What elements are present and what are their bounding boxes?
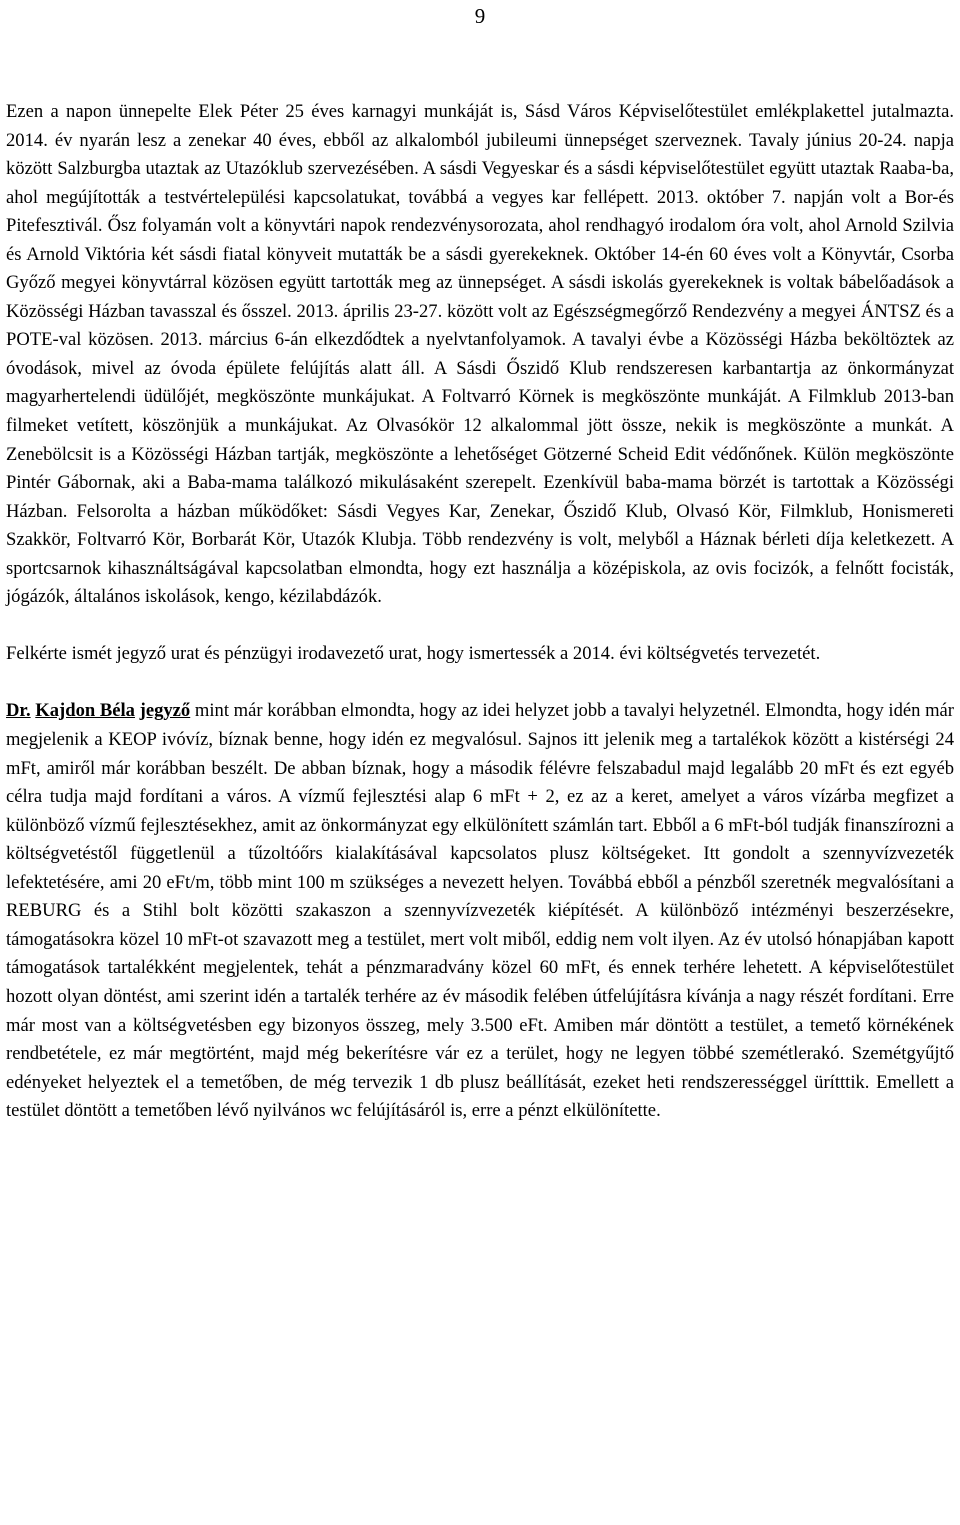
paragraph-notary-budget	[6, 697, 954, 1125]
speaker-title: Dr.	[6, 700, 31, 722]
paragraph-notary-text: mint már korábban elmondta, hogy az idei helyzet jobb a tavalyi helyzetnél. Elmondta, hogy idén már megjelenik a KEOP ivóvíz, bíznak benne, hogy idén ez megvalósul. Sajnos itt jelenik meg a tartalékok között a kistérségi 24 mFt, amiről már korábban beszélt. De abban bíznak, hogy a második félévre felszabadul majd legalább 20 mFt és ezt egyéb célra tudja majd fordítani a város. A vízmű fejlesztési alap 6 mFt + 2, ez az a keret, amelyet a város vízárba megfizet a különböző vízmű fejlesztésekhez, amit az önkormányzat egy elkülönített számlán tart. Ebből a 6 mFt-ból tudják finanszírozni a költségvetéstől függetlenül a tűzoltóőrs kialakításával kapcsolatos plusz költségeket. Itt gondolt a szennyvízvezeték lefektetésére, ami 20 eFt/m, több mint 100 m szükséges a nevezett helyen. Továbbá ebből a pénzből szeretnék megvalósítani a REBURG és a Stihl bolt közötti szakaszon a szennyvízvezeték kiépítését. A különböző intézményi beszerzésekre, támogatásokra közel 10 mFt-ot szavazott meg a testület, mert volt miből, eddig nem volt ilyen. Az év utolsó hónapjában kapott támogatások tartalékként megjelentek, tehát a pénzmaradvány közel 60 mFt, és ennek terhére lehetett. A képviselőtestület hozott olyan döntést, ami szerint idén a tartalék terhére az év második felében útfelújításra kívánja a nagy részét fordítani. Erre már most van a költségvetésben egy bizonyos összeg, mely 3.500 eFt. Amiben már döntött a testület, a temető körnékének rendbetétele, ez már megtörtént, majd még bekerítésre vár ez a terület, hogy ne legyen többé szemétlerakó. Szemétgyűjtő edényeket helyeztek el a temetőben, de még tervezik 1 db plusz beállítását, ezeket heti rendszerességgel ürítttik. Emellett a testület döntött a temetőben lévő nyilvános wc felújításáról is, erre a pénzt elkülönítette.	[6, 700, 954, 1122]
paragraph-community-events: Ezen a napon ünnepelte Elek Péter 25 éves karnagyi munkáját is, Sásd Város Képviselőtestület emlékplakettel jutalmazta. 2014. év nyarán lesz a zenekar 40 éves, ebből az alkalomból jubileumi ünnepséget szerveznek. Tavaly június 20-24. napja között Salzburgba utaztak az Utazóklub szervezésében. A sásdi Vegyeskar és a sásdi képviselőtestület együtt utaztak Raaba-ba, ahol megújították a testvértelepülési kapcsolatukat, továbbá a vegyes kar fellépett. 2013. október 7. napján volt a Bor-és Pitefesztivál. Ősz folyamán volt a könyvtári napok rendezvénysorozata, ahol rendhagyó irodalom óra volt, ahol Arnold Szilvia és Arnold Viktória két sásdi fiatal könyveit mutatták be a sásdi gyerekeknek. Október 14-én 60 éves volt a Könyvtár, Csorba Győző megyei könyvtárral közösen együtt tartották meg az ünnepséget. A sásdi iskolás gyerekeknek is voltak bábelőadások a Közösségi Házban tavasszal és ősszel. 2013. április 23-27. között volt az Egészségmegőrző Rendezvény a megyei ÁNTSZ és a POTE-val közösen. 2013. március 6-án elkezdődtek a nyelvtanfolyamok. A tavalyi évbe a Közösségi Házba beköltöztek az óvodások, mivel az óvoda épülete felújítás alatt áll. A Sásdi Őszidő Klub rendszeresen karbantartja az önkormányzat magyarhertelendi üdülőjét, megköszönte munkájukat. A Foltvarró Körnek is megköszönte munkáját. A Filmklub 2013-ban filmeket vetített, köszönjük a munkájukat. Az Olvasókör 12 alkalommal jött össze, nekik is megköszönte a munkát. A Zenebölcsit is a Közösségi Házban tartják, megköszönte a lehetőséget Götzerné Scheid Edit védőnőnek. Külön megköszönte Pintér Gábornak, aki a Baba-mama találkozó mikulásaként szerepelt. Ezenkívül baba-mama börzét is tartottak a Közösségi Házban. Felsorolta a házban működőket: Sásdi Vegyes Kar, Zenekar, Őszidő Klub, Olvasó Kör, Filmklub, Honismereti Szakkör, Foltvarró Kör, Borbarát Kör, Utazók Klubja. Több rendezvény is volt, melyből a Háznak bérleti díja keletkezett. A sportcsarnok kihasználtságával kapcsolatban elmondta, hogy ezt használja a középiskola, az ovis focizók, a felnőtt focisták, jógázók, általános iskolások, kengo, kézilabdázók.	[6, 101, 954, 608]
speaker-role: jegyző	[139, 700, 191, 722]
speaker-name: Kajdon Béla	[35, 700, 135, 722]
document-body	[6, 98, 954, 1126]
page-number: 9	[474, 4, 486, 28]
paragraph-budget-request: Felkérte ismét jegyző urat és pénzügyi irodavezető urat, hogy ismertessék a 2014. évi költségvetés tervezetét.	[6, 643, 821, 665]
